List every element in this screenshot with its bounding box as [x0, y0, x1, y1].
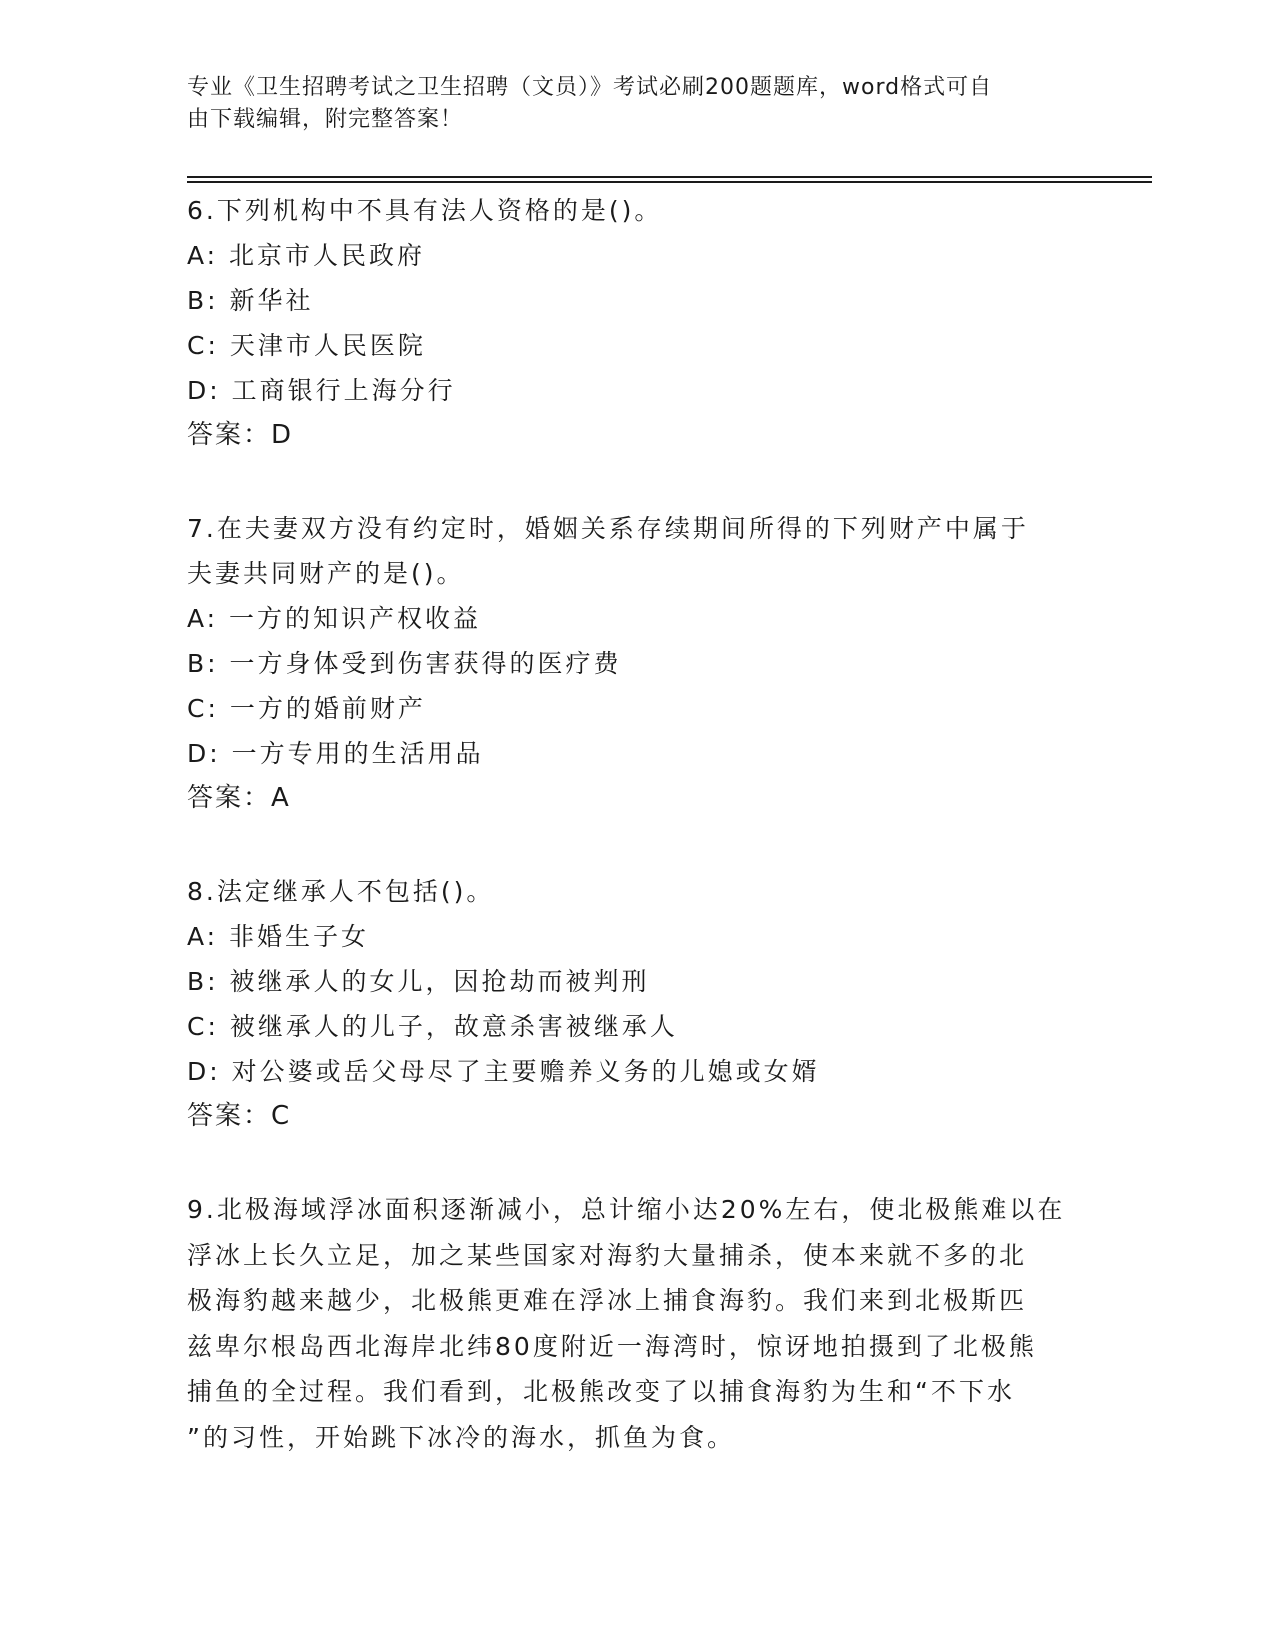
question-6	[187, 188, 1087, 458]
question-stem-line-5: 捕鱼的全过程。我们看到，北极熊改变了以捕食海豹为生和“不下水	[187, 1377, 1015, 1406]
question-7	[187, 506, 1087, 821]
question-stem-line-1: 7.在夫妻双方没有约定时，婚姻关系存续期间所得的下列财产中属于	[187, 514, 1029, 543]
answer: 答案：A	[187, 783, 291, 813]
option-c: C: 被继承人的儿子，故意杀害被继承人	[187, 1012, 678, 1041]
question-stem-line-2: 夫妻共同财产的是()。	[187, 559, 465, 588]
option-a: A: 非婚生子女	[187, 922, 370, 951]
option-b: B: 被继承人的女儿，因抢劫而被判刑	[187, 967, 650, 996]
header-line-2: 由下载编辑，附完整答案！	[187, 107, 464, 132]
option-d: D: 对公婆或岳父母尽了主要赡养义务的儿媳或女婿	[187, 1057, 820, 1086]
option-a: A: 一方的知识产权收益	[187, 604, 482, 633]
option-c: C: 一方的婚前财产	[187, 694, 426, 723]
answer: 答案：D	[187, 420, 294, 450]
header-divider-top	[187, 176, 1152, 178]
option-d: D: 工商银行上海分行	[187, 376, 456, 405]
header-line-1: 专业《卫生招聘考试之卫生招聘（文员）》考试必刷200题题库，word格式可自	[187, 75, 993, 100]
question-stem: 6.下列机构中不具有法人资格的是()。	[187, 196, 663, 225]
question-9	[187, 1187, 1087, 1460]
option-b: B: 新华社	[187, 286, 314, 315]
option-d: D: 一方专用的生活用品	[187, 739, 484, 768]
question-stem: 8.法定继承人不包括()。	[187, 877, 495, 906]
question-stem-line-2: 浮冰上长久立足，加之某些国家对海豹大量捕杀，使本来就不多的北	[187, 1240, 1028, 1270]
option-a: A: 北京市人民政府	[187, 241, 426, 270]
answer: 答案：C	[187, 1101, 292, 1131]
document-header	[187, 72, 1087, 136]
option-b: B: 一方身体受到伤害获得的医疗费	[187, 649, 622, 678]
question-8	[187, 869, 1087, 1139]
header-divider-bottom	[187, 181, 1152, 183]
question-stem-line-3: 极海豹越来越少，北极熊更难在浮冰上捕食海豹。我们来到北极斯匹	[187, 1286, 1028, 1315]
option-c: C: 天津市人民医院	[187, 331, 426, 360]
question-stem-line-1: 9.北极海域浮冰面积逐渐减小，总计缩小达20%左右，使北极熊难以在	[187, 1195, 1066, 1224]
question-stem-line-4: 兹卑尔根岛西北海岸北纬80度附近一海湾时，惊讶地拍摄到了北极熊	[187, 1331, 1037, 1361]
question-stem-line-6: ”的习性，开始跳下冰冷的海水，抓鱼为食。	[187, 1422, 735, 1452]
